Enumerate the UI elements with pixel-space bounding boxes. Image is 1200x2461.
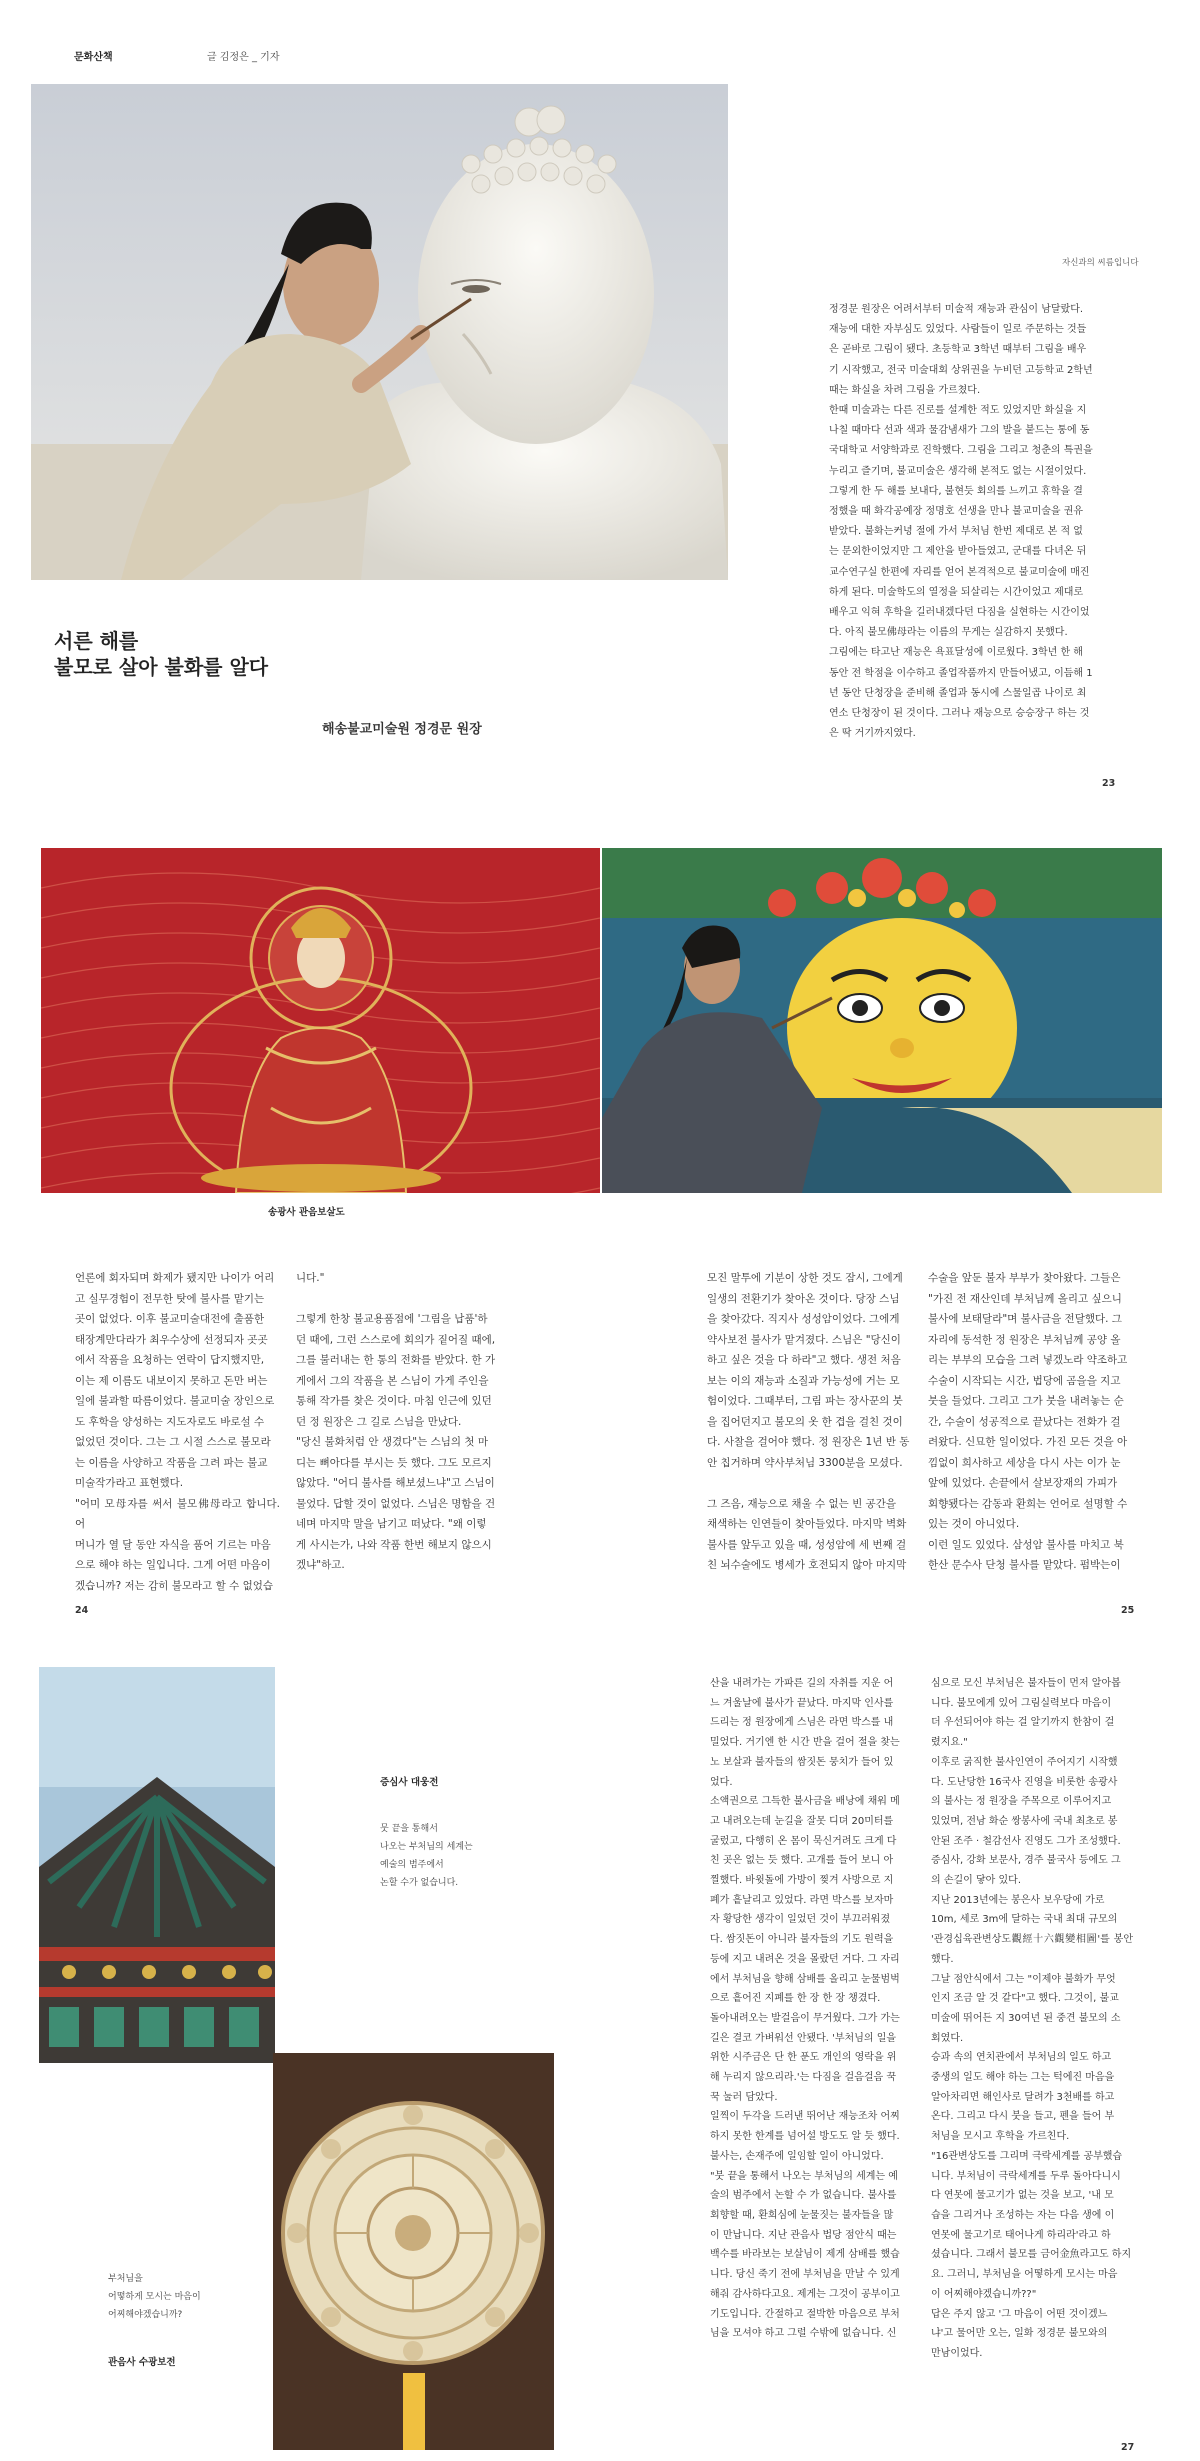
body-column-page2-2: 니다." 그렇게 한창 불교용품점에 '그림을 납품'하 던 때에, 그런 스스로에 회의가 짙어질 때에, 그를 불러내는 한 통의 전화를 받았다. 한 가 게에서 그의 작품을 본 스님이 가게 주인을 통해 작가를 찾은 것이다. 마침 인근에 있던 던 정 원장은 그 길로 스님을 만났다. "당신 불화처럼 안 생겼다"는 스님의 첫 마 디는 뼈아다를 부시는 듯 했다. 그도 모르지 않았다. "어디 불사를 해보셨느냐"고 스님이 물었다. 답할 것이 없었다. 스님은 명함을 건 네며 마지막 말을 남기고 떠났다. "왜 이렇 게 사시는가, 나와 작품 한번 해보지 않으시 겠냐"하고. bbox=[296, 1272, 496, 1571]
gwaneumsa-caption: 관음사 수광보전 bbox=[108, 2357, 176, 2368]
page-spread-2 bbox=[0, 820, 1200, 1630]
photo-caption: 자신과의 씨름입니다 bbox=[1062, 258, 1139, 268]
carved-ornament-photo bbox=[273, 2053, 554, 2450]
body-column-page2-4: 수술을 앞둔 불자 부부가 찾아왔다. 그들은 "가진 전 재산인데 부처님께 올리고 싶으니 불사에 보태달라"며 불사금을 전달했다. 그 자리에 동석한 정 원장은 부처님께 공양 올 리는 부부의 모습을 그려 넣겠노라 약조하고 수술이 시작되는 시간, 법당에 곰을을 지고 붓을 들었다. 그리고 그가 붓을 내려놓는 순 간, 수술이 성공적으로 끝났다는 전화가 걸 려왔다. 신묘한 일이었다. 가진 모든 것을 아 낌없이 희사하고 세상을 다시 사는 이가 눈 앞에 있었다. 손끝에서 살보장재의 가피가 회향됐다는 감동과 환희는 언어로 설명할 수 있는 것이 아니었다. 이런 일도 있었다. 삼성암 불사를 마치고 북 한산 문수사 단청 불사를 맡았다. 펌박는이 bbox=[928, 1272, 1128, 1571]
page-number-24: 24 bbox=[75, 1605, 89, 1616]
body-column-page3-2: 심으로 모신 부처님은 불자들이 먼저 알아봅 니다. 불모에게 있어 그림실력보다 마음이 더 우선되어야 하는 걸 알기까지 한참이 걸 렸지요." 이후로 굵직한 불사인연이 주어지기 시작했 다. 도난당한 16국사 진영을 비롯한 송광사 의 불사는 정 원장을 주목으로 이루어지고 있었며, 전남 화순 쌍봉사에 국내 최초로 봉 안된 조주 · 철감선사 진영도 그가 조성했다. 증심사, 강화 보문사, 경주 불국사 등에도 그 의 손길이 닿아 있다. 지난 2013년에는 봉은사 보우당에 가로 10m, 세로 3m에 달하는 국내 최대 규모의 '관경십육관변상도觀經十六觀變相圖'를 봉안했다. 그날 점안식에서 그는 "이제야 불화가 무엇 인지 조금 알 것 같다"고 했다. 그것이, 불교 미술에 뛰어든 지 30여년 된 중견 불모의 소 회였다. 승과 속의 연치관에서 부처님의 일도 하고 중생의 일도 해야 하는 그는 턱에진 마음을 알아차리면 해인사로 달려가 3천배를 하고 온다. 그리고 다시 붓을 들고, 펜을 들어 부 처님을 모시고 후학을 가르친다. "16관변상도를 그리며 극락세계를 공부했습 니다. 부처님이 극락세계를 두루 돌아다니시 다 연못에 물고기가 없는 것을 보고, '내 모 습을 그리거나 조성하는 자는 다음 생에 이 연못에 물고기로 태어나게 하리라'라고 하 셨습니다. 그래서 불모를 금어金魚라고도 하지 요. 그러니, 부처님을 어떻하게 모시는 마음 이 어찌해야겠습니까??" 답은 주지 않고 '그 마음이 어떤 것이겠느 냐'고 물어만 오는, 일화 정경문 불모와의 만남이었다. bbox=[931, 1678, 1133, 2359]
guardian-statue-photo bbox=[602, 848, 1162, 1193]
jeungsimsa-caption: 증심사 대웅전 bbox=[380, 1777, 439, 1788]
page-number-25: 25 bbox=[1121, 1605, 1135, 1616]
article-title bbox=[54, 628, 268, 680]
body-column-page3-1: 산을 내려가는 가파른 길의 자취를 지운 어 느 겨울날에 불사가 끝났다. 마지막 인사를 드리는 정 원장에게 스님은 라면 박스를 내 밀었다. 거기엔 한 시간 반을 걸어 절을 찾는 노 보살과 불자들의 쌈짓돈 뭉치가 들어 있 었다. 소액권으로 그득한 불사금을 배낭에 채워 메 고 내려오는데 눈길을 잘못 디뎌 20미터를 굴렀고, 다행히 온 몸이 묵신거려도 크게 다 친 곳은 없는 듯 했다. 고개를 들어 보니 아 찔했다. 바윗돌에 가방이 찢겨 사방으로 지 폐가 흩날리고 있었다. 라면 박스를 보자마 자 황당한 생각이 일었던 것이 부끄러워졌 다. 쌈짓돈이 아니라 불자들의 기도 원력을 등에 지고 내려온 것을 몰랐던 거다. 그 자리 에서 부처님을 향해 삼배를 올리고 눈물범벅 으로 흩어진 지폐를 한 장 한 장 챙겼다. 돌아내려오는 발걸음이 무거웠다. 그가 가는 길은 결코 가벼워선 안됐다. '부처님의 일을 위한 시주금은 단 한 푼도 개인의 영락을 위 해 누리지 않으리라.'는 다짐을 걸음걸음 꾹 꾹 눌러 담았다. 일찍이 두각을 드러낸 뛰어난 재능조차 어찌 하지 못한 한계를 넘어설 방도도 알 듯 했다. 불사는, 손재주에 일임할 일이 아니었다. "붓 끝을 통해서 나오는 부처님의 세계는 예 술의 범주에서 논할 수 가 없습니다. 불사를 회향할 때, 환희심에 눈물짓는 불자들을 많 이 만납니다. 지난 관음사 법당 점안식 때는 백수를 바라보는 보살님이 제게 삼배를 했습 니다. 당신 죽기 전에 부처님을 만날 수 있게 해줘 감사하다고요. 제게는 그것이 공부이고 기도입니다. 간절하고 절박한 마음으로 부처 님을 모셔야 하고 그럴 수밖에 없습니다. 신 bbox=[710, 1678, 900, 2340]
body-column-page2-3: 모진 말투에 기분이 상한 것도 잠시, 그에게 일생의 전환기가 찾아온 것이다. 당장 스님 을 찾아갔다. 직지사 성성암이었다. 그에게 약사보전 불사가 맡겨졌다. 스님은 "당신이 하고 싶은 것을 다 하라"고 했다. 생전 처음 보는 이의 재능과 소질과 가능성에 거는 모 험이었다. 그때부터, 그림 파는 장사꾼의 붓 을 집어던지고 불모의 옷 한 겹을 걸친 것이 다. 사찰을 걸어야 했다. 정 원장은 1년 반 동 안 칩거하며 약사부처님 3300분을 모셨다. 그 즈음, 재능으로 채울 수 없는 빈 공간을 채색하는 인연들이 찾아들었다. 마지막 벽화 불사를 앞두고 있을 때, 성성암에 세 번째 걸 친 뇌수술에도 병세가 호전되지 않아 마지막 bbox=[707, 1272, 910, 1571]
page-number-27: 27 bbox=[1121, 2442, 1135, 2453]
painter-buddha-photo bbox=[31, 84, 728, 580]
page-spread-1 bbox=[0, 0, 1200, 820]
article-subtitle: 해송불교미술원 정경문 원장 bbox=[322, 722, 482, 737]
pull-quote-bottom: 부처님을 어떻하게 모시는 마음이 어찌해야겠습니까? bbox=[108, 2274, 201, 2320]
author-label: 글 김정은 _ 기자 bbox=[207, 52, 280, 63]
title-line-1: 서른 해를 bbox=[54, 629, 139, 653]
body-column-page1: 정경문 원장은 어려서부터 미술적 재능과 관심이 남달랐다. 재능에 대한 자부심도 있었다. 사람들이 일로 주문하는 것들 은 곧바로 그림이 됐다. 초등학교 3학년 때부터 그림을 배우 기 시작했고, 전국 미술대회 상위권을 누비던 고등학교 2학년 때는 화실을 차려 그림을 가르쳤다. 한때 미술과는 다른 진로를 설계한 적도 있었지만 화실을 지 나칠 때마다 선과 색과 물감냄새가 그의 발을 붙드는 통에 동 국대학교 서양학과로 진학했다. 그림을 그리고 청춘의 특권을 누리고 즐기며, 불교미술은 생각해 본적도 없는 시절이었다. 그렇게 한 두 해를 보내다, 불현듯 회의를 느끼고 휴학을 결 정했을 때 화각공예장 정명호 선생을 만나 불교미술을 권유 받았다. 불화는커녕 절에 가서 부처님 한번 제대로 본 적 없 는 문외한이었지만 그 제안을 받아들였고, 군대를 다녀온 뒤 교수연구실 한편에 자리를 얻어 본격적으로 불교미술에 매진 하게 된다. 미술학도의 열정을 되살리는 시간이었고 제대로 배우고 익혀 후학을 길러내겠다던 다짐을 실현하는 시간이었 다. 아직 불모佛母라는 이름의 무게는 실감하지 못했다. 그림에는 타고난 재능은 욕표달성에 이로웠다. 3학년 한 해 동안 전 학점을 이수하고 졸업작품까지 만들어냈고, 이듬해 1 년 동안 단청장을 준비해 졸업과 동시에 스물일곱 나이로 최 연소 단청장이 된 것이다. 그러나 재능으로 승승장구 하는 것 은 딱 거기까지였다. bbox=[829, 304, 1093, 740]
pull-quote-top: 뭇 끝을 통해서 나오는 부처님의 세계는 예술의 범주에서 논할 수가 없습니다. bbox=[380, 1824, 473, 1888]
body-column-page2-1: 언론에 회자되며 화제가 됐지만 나이가 어리 고 실무경험이 전무한 탓에 불사를 맡기는 곳이 없었다. 이후 불교미술대전에 출품한 태장계만다라가 최우수상에 선정되자 곳곳 에서 작품을 요청하는 연락이 답지했지만, 이는 제 이름도 내보이지 못하고 돈만 버는 일에 불과할 따름이었다. 불교미술 장인으로 도 후학을 양성하는 지도자로도 바로설 수 없었던 것이다. 그는 그 시절 스스로 불모라 는 이름을 사양하고 작품을 그려 파는 불교 미술작가라고 표현했다. "어미 모母자를 써서 불모佛母라고 합니다. 어 머니가 열 달 동안 자식을 품어 기르는 마음 으로 해야 하는 일입니다. 그게 어떤 마음이 겠습니까? 저는 감히 불모라고 할 수 없었습 bbox=[75, 1272, 280, 1592]
temple-eaves-photo bbox=[39, 1667, 275, 2063]
page-number-23: 23 bbox=[1102, 778, 1116, 789]
painting-caption: 송광사 관음보살도 bbox=[268, 1207, 345, 1218]
title-line-2: 불모로 살아 불화를 알다 bbox=[54, 655, 269, 679]
buddhist-painting-image bbox=[41, 848, 600, 1193]
page-spread-3 bbox=[0, 1630, 1200, 2461]
section-label: 문화산책 bbox=[74, 52, 113, 63]
